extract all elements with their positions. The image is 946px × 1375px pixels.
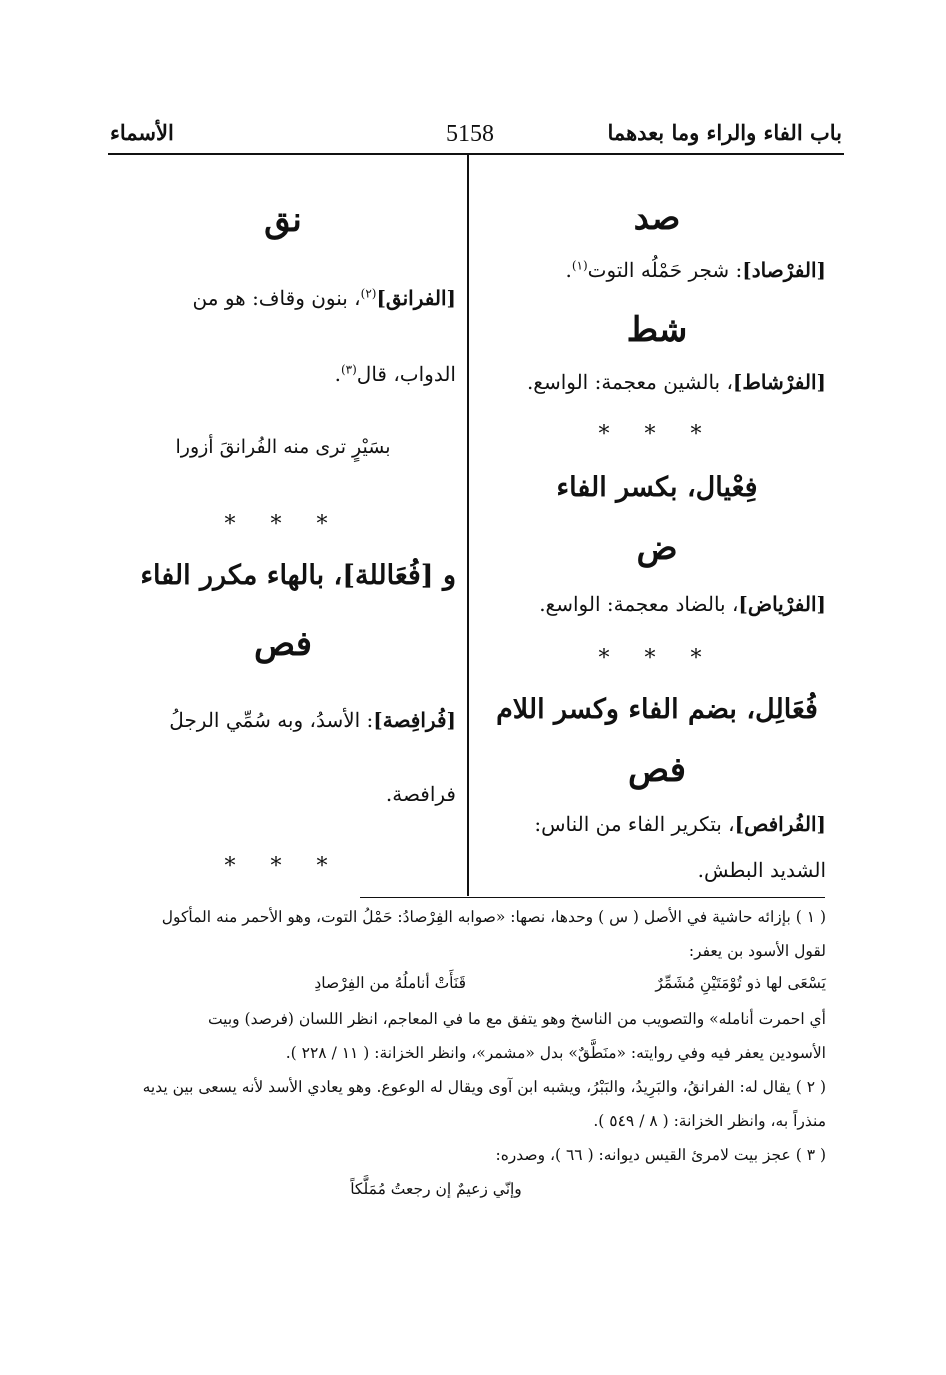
footnote-line: لقول الأسود بن يعفر: (688, 942, 826, 960)
separator-stars: * * * (598, 422, 716, 447)
separator-stars: * * * (224, 512, 342, 537)
entry-line (110, 286, 456, 310)
root-heading: ض (636, 528, 678, 568)
page-number: 5158 (446, 121, 494, 147)
footnote-ref: (١) (571, 258, 588, 273)
entry-text: : الأسدُ، وبه سُمِّي الرجلُ (169, 708, 374, 732)
verse-line: بسَيْرٍ ترى منه الفُرانقَ أزورا (175, 436, 391, 458)
entry-end: . (565, 258, 572, 282)
headword: [الفرانق] (376, 286, 456, 310)
section-title: الأسماء (110, 120, 174, 145)
footnote-verse: يَسْعَى لها ذو تُوْمَتَيْنِ مُشَمِّرٌ (655, 974, 826, 992)
footnote-line: أي احمرت أنامله» والتصويب من الناسخ وهو يتفق مع ما في المعاجم، انظر اللسان (فرصد) وبيت (207, 1010, 826, 1028)
footnote-line: ( ٢ ) يقال له: الفرانقُ، والبَرِيدُ، والبَبْرُ، ويشبه ابن آوى ويقال له الوعوع. وهو يعادي الأسد لأنه يسعى بين يديه (142, 1078, 826, 1096)
pattern-heading: فِعْيال، بكسر الفاء (556, 472, 758, 503)
footnote-line: ( ٣ ) عجز بيت لامرئ القيس ديوانه: ( ٦٦ )، وصدره: (495, 1146, 826, 1164)
entry-line (110, 362, 456, 386)
pattern-heading: فُعَالِل، بضم الفاء وكسر اللام (496, 694, 818, 725)
entry-line (488, 812, 826, 836)
footnote-rule (360, 897, 825, 898)
footnote-ref: (٢) (360, 286, 377, 301)
entry-line (488, 370, 826, 394)
entry-text: ، بنون وقاف: هو من (192, 286, 361, 310)
entry-text: : شجر حَمْلُه التوت (587, 258, 743, 282)
headword: [الفرْصاد] (742, 258, 826, 282)
chapter-title: باب الفاء والراء وما بعدهما (607, 120, 842, 145)
entry-text: الدواب، قال (356, 362, 456, 386)
entry-line: الشديد البطش. (697, 858, 826, 882)
root-heading: فص (254, 624, 312, 664)
root-heading: شط (626, 310, 688, 350)
pattern-heading: و [فُعَاللة]، بالهاء مكرر الفاء (140, 560, 456, 591)
entry-end: . (334, 362, 341, 386)
root-heading: صد (633, 198, 681, 238)
headword: [فُرافِصة] (373, 708, 456, 732)
footnote-line: منذراً به، وانظر الخزانة: ( ٨ / ٥٤٩ ). (593, 1112, 826, 1130)
root-heading: فص (628, 750, 686, 790)
headword: [الفرْشاط] (732, 370, 826, 394)
entry-text: ، بالشين معجمة: الواسع. (526, 370, 733, 394)
entry-text: ، بالضاد معجمة: الواسع. (539, 592, 739, 616)
footnote-verse: قَنَأَتْ أناملُهُ من الفِرْصادِ (314, 974, 466, 992)
root-heading: نق (264, 200, 302, 240)
footnote-line: الأسودين يعفر فيه وفي روايته: «منَطَّقٌ» بدل «مشمر»، وانظر الخزانة: ( ١١ / ٢٢٨ ). (285, 1044, 826, 1062)
footnote-verse: وإنّي زعيمٌ إن رجعتُ مُمَلَّكاً (350, 1180, 522, 1198)
headword: [الفُرافص] (734, 812, 826, 836)
headword: [الفرْياض] (738, 592, 826, 616)
entry-text: ، بتكرير الفاء من الناس: (534, 812, 735, 836)
entry-line: فرافصة. (385, 782, 456, 806)
header-rule (108, 153, 844, 155)
separator-stars: * * * (598, 646, 716, 671)
footnote-line: ( ١ ) بإزائه حاشية في الأصل ( س ) وحدها، نصها: «صوابه الفِرْصادُ: حَمْلُ التوت، وهو الأحمر منه المأكول (161, 908, 826, 926)
entry-line (110, 708, 456, 732)
entry-line (488, 258, 826, 282)
footnote-ref: (٣) (340, 362, 357, 377)
column-divider (467, 154, 469, 896)
entry-line (488, 592, 826, 616)
separator-stars: * * * (224, 854, 342, 879)
